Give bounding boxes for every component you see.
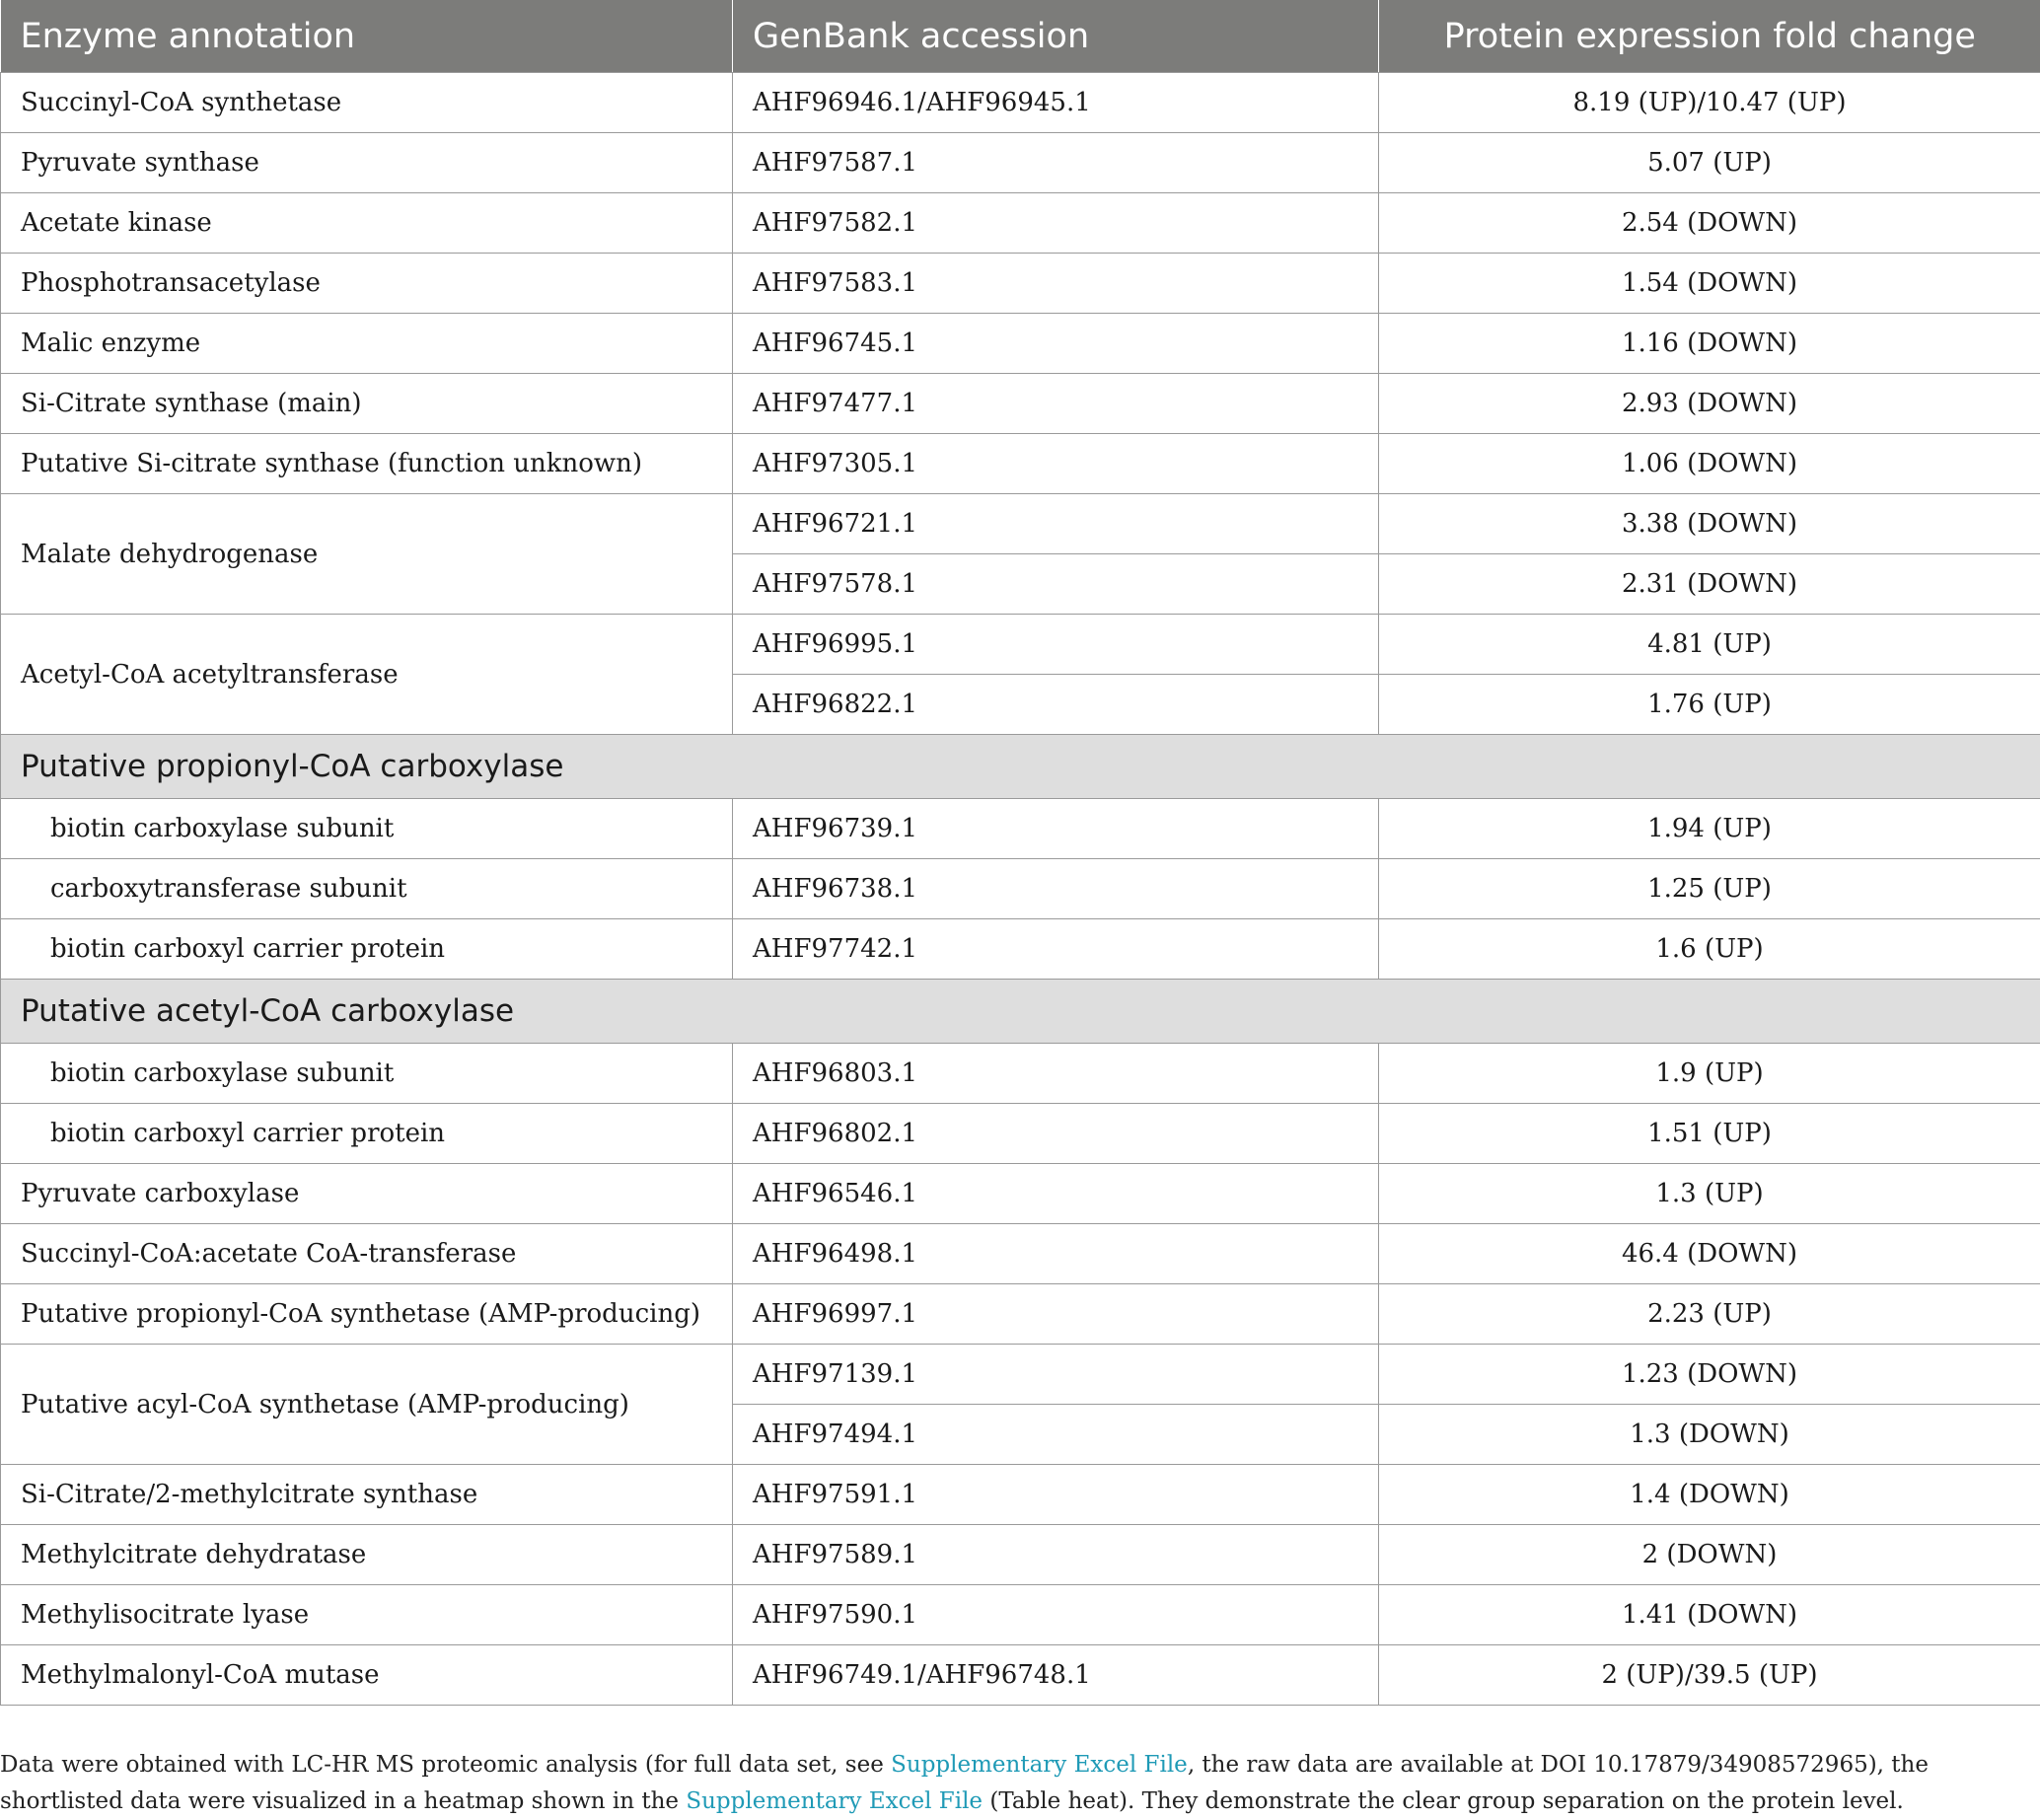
group-header-row (1, 980, 2040, 1044)
table-row (1, 73, 2040, 133)
genbank-accession: AHF97578.1 (733, 554, 1379, 615)
table-row (1, 494, 2040, 554)
fold-change: 8.19 (UP)/10.47 (UP) (1379, 73, 2040, 133)
genbank-accession: AHF97591.1 (733, 1465, 1379, 1525)
table-row (1, 193, 2040, 254)
fold-change: 3.38 (DOWN) (1379, 494, 2040, 554)
table-row (1, 1585, 2040, 1645)
table-row (1, 254, 2040, 314)
table-row (1, 1044, 2040, 1104)
fold-change: 1.41 (DOWN) (1379, 1585, 2040, 1645)
table-row (1, 133, 2040, 193)
enzyme-name: Malic enzyme (1, 314, 733, 374)
enzyme-name: Putative Si-citrate synthase (function unknown) (1, 434, 733, 494)
enzyme-name: Methylmalonyl-CoA mutase (1, 1645, 733, 1706)
genbank-accession: AHF96739.1 (733, 799, 1379, 859)
enzyme-name: Putative propionyl-CoA synthetase (AMP-producing) (1, 1284, 733, 1345)
fold-change: 1.23 (DOWN) (1379, 1345, 2040, 1405)
header-enzyme-annotation: Enzyme annotation (1, 0, 733, 73)
table-row (1, 1645, 2040, 1706)
enzyme-subunit-name: biotin carboxyl carrier protein (1, 1104, 733, 1164)
table-row (1, 1345, 2040, 1405)
table-row (1, 1224, 2040, 1284)
enzyme-name: Methylcitrate dehydratase (1, 1525, 733, 1585)
fold-change: 2.93 (DOWN) (1379, 374, 2040, 434)
genbank-accession: AHF96745.1 (733, 314, 1379, 374)
genbank-accession: AHF97139.1 (733, 1345, 1379, 1405)
fold-change: 5.07 (UP) (1379, 133, 2040, 193)
fold-change: 1.54 (DOWN) (1379, 254, 2040, 314)
supplementary-file-link-1[interactable]: Supplementary Excel File (891, 1752, 1188, 1778)
table-body (1, 73, 2040, 1706)
enzyme-name: Si-Citrate synthase (main) (1, 374, 733, 434)
table-row (1, 314, 2040, 374)
fold-change: 1.25 (UP) (1379, 859, 2040, 919)
genbank-accession: AHF96946.1/AHF96945.1 (733, 73, 1379, 133)
genbank-accession: AHF97494.1 (733, 1405, 1379, 1465)
enzyme-name: Acetate kinase (1, 193, 733, 254)
table-row (1, 1525, 2040, 1585)
fold-change: 1.3 (DOWN) (1379, 1405, 2040, 1465)
fold-change: 1.6 (UP) (1379, 919, 2040, 980)
table-row (1, 919, 2040, 980)
group-header: Putative propionyl-CoA carboxylase (1, 735, 2040, 799)
enzyme-name: Methylisocitrate lyase (1, 1585, 733, 1645)
fold-change: 1.94 (UP) (1379, 799, 2040, 859)
enzyme-name: Malate dehydrogenase (1, 494, 733, 615)
genbank-accession: AHF97583.1 (733, 254, 1379, 314)
enzyme-name: Succinyl-CoA synthetase (1, 73, 733, 133)
enzyme-name: Pyruvate carboxylase (1, 1164, 733, 1224)
header-genbank-accession: GenBank accession (733, 0, 1379, 73)
table-row (1, 1284, 2040, 1345)
enzyme-name: Succinyl-CoA:acetate CoA-transferase (1, 1224, 733, 1284)
enzyme-name: Acetyl-CoA acetyltransferase (1, 615, 733, 735)
fold-change: 1.16 (DOWN) (1379, 314, 2040, 374)
table-row (1, 434, 2040, 494)
fold-change: 2.23 (UP) (1379, 1284, 2040, 1345)
enzyme-subunit-name: biotin carboxyl carrier protein (1, 919, 733, 980)
table-row (1, 374, 2040, 434)
enzyme-name: Phosphotransacetylase (1, 254, 733, 314)
fold-change: 2 (DOWN) (1379, 1525, 2040, 1585)
genbank-accession: AHF96546.1 (733, 1164, 1379, 1224)
genbank-accession: AHF97742.1 (733, 919, 1379, 980)
genbank-accession: AHF96822.1 (733, 675, 1379, 735)
enzyme-name: Si-Citrate/2-methylcitrate synthase (1, 1465, 733, 1525)
table-footnote (0, 1747, 2032, 1820)
fold-change: 4.81 (UP) (1379, 615, 2040, 675)
genbank-accession: AHF96997.1 (733, 1284, 1379, 1345)
header-fold-change: Protein expression fold change (1379, 0, 2040, 73)
group-header: Putative acetyl-CoA carboxylase (1, 980, 2040, 1044)
genbank-accession: AHF96803.1 (733, 1044, 1379, 1104)
group-header-row (1, 735, 2040, 799)
footnote-text-1: Data were obtained with LC-HR MS proteomic analysis (for full data set, see (0, 1752, 891, 1778)
enzyme-subunit-name: biotin carboxylase subunit (1, 1044, 733, 1104)
genbank-accession: AHF97590.1 (733, 1585, 1379, 1645)
genbank-accession: AHF96721.1 (733, 494, 1379, 554)
enzyme-subunit-name: biotin carboxylase subunit (1, 799, 733, 859)
genbank-accession: AHF97589.1 (733, 1525, 1379, 1585)
fold-change: 1.76 (UP) (1379, 675, 2040, 735)
header-row (1, 0, 2040, 73)
genbank-accession: AHF96738.1 (733, 859, 1379, 919)
fold-change: 46.4 (DOWN) (1379, 1224, 2040, 1284)
genbank-accession: AHF96749.1/AHF96748.1 (733, 1645, 1379, 1706)
genbank-accession: AHF96498.1 (733, 1224, 1379, 1284)
enzyme-subunit-name: carboxytransferase subunit (1, 859, 733, 919)
enzyme-name: Pyruvate synthase (1, 133, 733, 193)
table-row (1, 859, 2040, 919)
table-row (1, 1465, 2040, 1525)
fold-change: 2.31 (DOWN) (1379, 554, 2040, 615)
genbank-accession: AHF97587.1 (733, 133, 1379, 193)
table-row (1, 615, 2040, 675)
genbank-accession: AHF97477.1 (733, 374, 1379, 434)
fold-change: 2 (UP)/39.5 (UP) (1379, 1645, 2040, 1706)
footnote-text-3: (Table heat). They demonstrate the clear group separation on the protein level. (983, 1788, 1904, 1814)
genbank-accession: AHF97582.1 (733, 193, 1379, 254)
table-row (1, 1164, 2040, 1224)
footnote-text-2: , the raw data are available at DOI 10.17879/34908572965), the shortlisted data were visualized in a heatmap shown in the (0, 1752, 1929, 1814)
genbank-accession: AHF97305.1 (733, 434, 1379, 494)
fold-change: 1.4 (DOWN) (1379, 1465, 2040, 1525)
table-header (1, 0, 2040, 73)
table-row (1, 799, 2040, 859)
enzyme-name: Putative acyl-CoA synthetase (AMP-producing) (1, 1345, 733, 1465)
fold-change: 2.54 (DOWN) (1379, 193, 2040, 254)
fold-change: 1.06 (DOWN) (1379, 434, 2040, 494)
table-row (1, 1104, 2040, 1164)
fold-change: 1.9 (UP) (1379, 1044, 2040, 1104)
supplementary-file-link-2[interactable]: Supplementary Excel File (686, 1788, 983, 1814)
genbank-accession: AHF96802.1 (733, 1104, 1379, 1164)
fold-change: 1.3 (UP) (1379, 1164, 2040, 1224)
genbank-accession: AHF96995.1 (733, 615, 1379, 675)
fold-change: 1.51 (UP) (1379, 1104, 2040, 1164)
